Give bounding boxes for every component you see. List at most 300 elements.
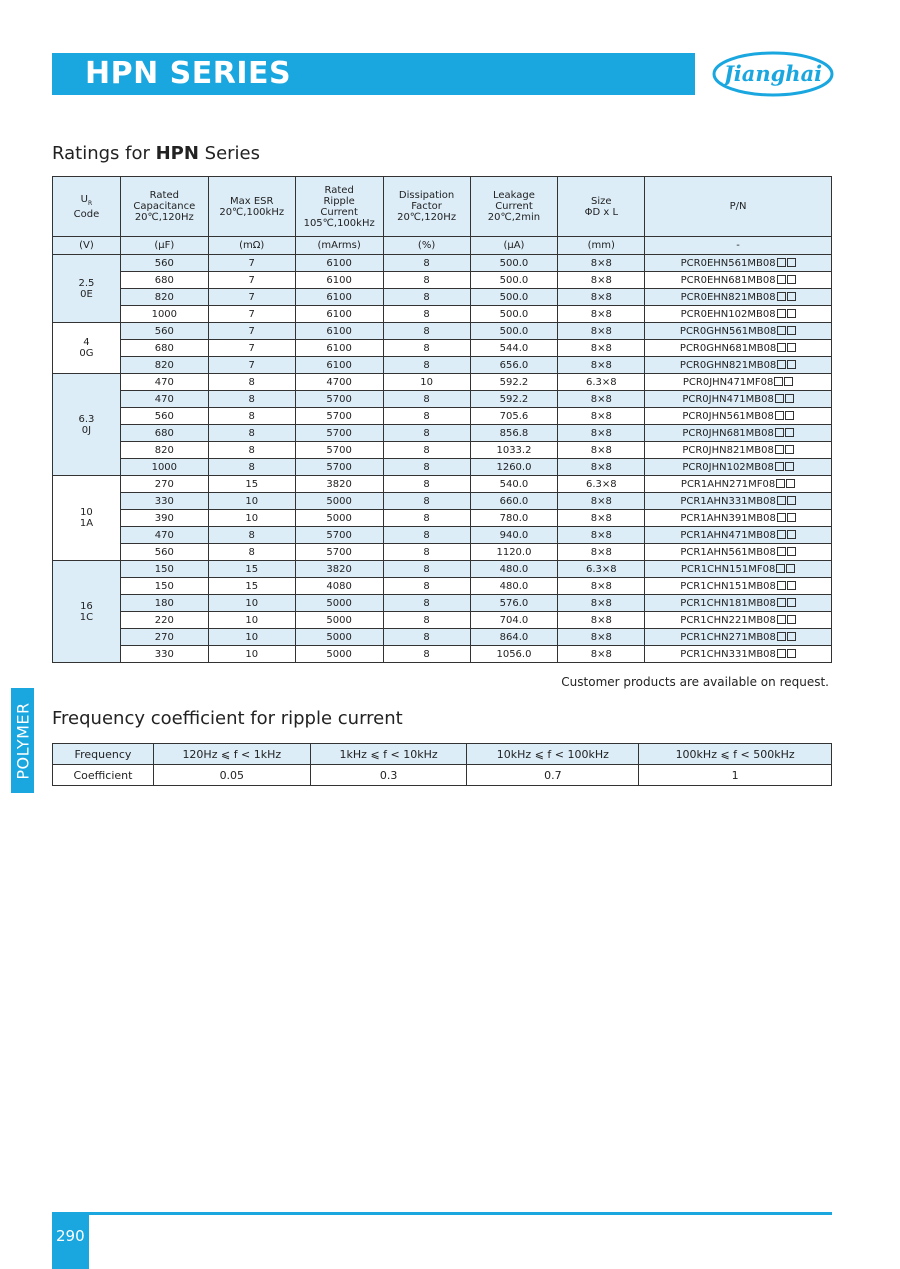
- esr-cell: [208, 323, 295, 340]
- esr-cell: [208, 255, 295, 272]
- header-cap-3: 20℃,120Hz: [134, 212, 194, 223]
- esr-value: 10: [245, 648, 259, 660]
- size-cell: [558, 442, 645, 459]
- table-row: [53, 612, 832, 629]
- header-ripple-1: Rated: [324, 184, 354, 196]
- table-row: [53, 646, 832, 663]
- ratings-title: [52, 143, 260, 164]
- leakage-value: 576.0: [499, 597, 529, 609]
- leakage-value: 856.8: [499, 427, 529, 439]
- size-cell: [558, 340, 645, 357]
- series-title: HPN SERIES: [85, 56, 292, 91]
- size-cell: [558, 629, 645, 646]
- voltage-code: 0J: [81, 424, 92, 436]
- ratings-title-bold: HPN: [155, 143, 199, 164]
- capacitance-cell: [120, 255, 208, 272]
- capacitance-value: 270: [154, 478, 174, 490]
- capacitance-value: 270: [154, 631, 174, 643]
- size-value: 8×8: [590, 393, 612, 405]
- capacitance-cell: [120, 408, 208, 425]
- capacitance-value: 560: [154, 546, 174, 558]
- ripple-value: 6100: [326, 325, 352, 337]
- leakage-cell: [470, 425, 558, 442]
- voltage-code-cell: [53, 561, 121, 663]
- leakage-cell: [470, 510, 558, 527]
- size-value: 8×8: [590, 614, 612, 626]
- capacitance-value: 470: [154, 393, 174, 405]
- ripple-cell: [295, 408, 383, 425]
- placeholder-box-icon: [787, 632, 796, 641]
- placeholder-box-icon: [777, 598, 786, 607]
- capacitance-cell: [120, 459, 208, 476]
- size-cell: [558, 544, 645, 561]
- capacitance-cell: [120, 442, 208, 459]
- leakage-value: 656.0: [499, 359, 529, 371]
- size-cell: [558, 646, 645, 663]
- placeholder-box-icon: [776, 479, 785, 488]
- ripple-value: 3820: [326, 478, 352, 490]
- size-cell: [558, 459, 645, 476]
- leakage-cell: [470, 442, 558, 459]
- table-row: [53, 561, 832, 578]
- capacitance-value: 390: [154, 512, 174, 524]
- dissipation-value: 8: [423, 648, 430, 660]
- table-row: [53, 493, 832, 510]
- ripple-cell: [295, 442, 383, 459]
- capacitance-value: 150: [154, 563, 174, 575]
- size-cell: [558, 357, 645, 374]
- ripple-cell: [295, 357, 383, 374]
- table-row: [53, 425, 832, 442]
- leakage-cell: [470, 357, 558, 374]
- ripple-cell: [295, 306, 383, 323]
- table-row: [53, 391, 832, 408]
- footer-divider: [52, 1212, 832, 1215]
- coefficient-row: [53, 765, 832, 786]
- size-value: 8×8: [590, 631, 612, 643]
- ripple-value: 5000: [326, 648, 352, 660]
- placeholder-box-icon: [787, 615, 796, 624]
- esr-cell: [208, 561, 295, 578]
- frequency-range: 100kHz ⩽ f < 500kHz: [639, 744, 832, 765]
- page-number-box: [52, 1215, 89, 1269]
- size-cell: [558, 391, 645, 408]
- placeholder-box-icon: [787, 326, 796, 335]
- part-number-cell: [645, 391, 832, 408]
- esr-cell: [208, 476, 295, 493]
- size-cell: [558, 425, 645, 442]
- placeholder-box-icon: [787, 309, 796, 318]
- leakage-cell: [470, 629, 558, 646]
- part-number-value: PCR0GHN561MB08: [679, 325, 777, 337]
- esr-value: 7: [248, 308, 255, 320]
- part-number-cell: [645, 323, 832, 340]
- leakage-value: 704.0: [499, 614, 529, 626]
- capacitance-cell: [120, 306, 208, 323]
- capacitance-cell: [120, 357, 208, 374]
- unit-cell: (mArms): [295, 237, 383, 255]
- header-leakage: [470, 177, 558, 237]
- placeholder-box-icon: [784, 377, 793, 386]
- header-size: [558, 177, 645, 237]
- dissipation-cell: [383, 408, 470, 425]
- ripple-cell: [295, 578, 383, 595]
- header-leak-3: 20℃,2min: [487, 212, 541, 223]
- part-number-value: PCR0JHN681MB08: [682, 427, 774, 439]
- leakage-value: 1033.2: [496, 444, 532, 456]
- part-number-value: PCR0EHN681MB08: [680, 274, 776, 286]
- placeholder-box-icon: [787, 292, 796, 301]
- leakage-value: 540.0: [499, 478, 529, 490]
- leakage-value: 780.0: [499, 512, 529, 524]
- leakage-cell: [470, 391, 558, 408]
- ripple-value: 5700: [326, 393, 352, 405]
- size-cell: [558, 527, 645, 544]
- leakage-cell: [470, 595, 558, 612]
- dissipation-cell: [383, 578, 470, 595]
- voltage-code-cell: [53, 374, 121, 476]
- part-number-value: PCR1CHN181MB08: [680, 597, 776, 609]
- leakage-cell: [470, 408, 558, 425]
- capacitance-value: 1000: [151, 461, 178, 473]
- ripple-cell: [295, 425, 383, 442]
- capacitance-value: 330: [154, 495, 174, 507]
- esr-cell: [208, 510, 295, 527]
- dissipation-value: 8: [423, 614, 430, 626]
- esr-value: 8: [248, 546, 255, 558]
- size-cell: [558, 408, 645, 425]
- size-value: 6.3×8: [585, 478, 617, 490]
- ripple-value: 5000: [326, 512, 352, 524]
- esr-value: 10: [245, 597, 259, 609]
- frequency-table: [52, 743, 832, 786]
- table-row: [53, 272, 832, 289]
- esr-cell: [208, 391, 295, 408]
- unit-cell: (μF): [120, 237, 208, 255]
- leakage-cell: [470, 306, 558, 323]
- voltage-code-cell: [53, 255, 121, 323]
- table-row: [53, 340, 832, 357]
- placeholder-box-icon: [786, 564, 795, 573]
- leakage-value: 480.0: [499, 580, 529, 592]
- table-row: [53, 323, 832, 340]
- size-value: 8×8: [590, 257, 612, 269]
- esr-value: 8: [248, 393, 255, 405]
- leakage-cell: [470, 374, 558, 391]
- capacitance-value: 820: [154, 444, 174, 456]
- dissipation-value: 8: [423, 325, 430, 337]
- size-cell: [558, 272, 645, 289]
- header-ripple-2: Ripple: [323, 195, 355, 207]
- coefficient-value: 0.05: [153, 765, 310, 786]
- header-code-sub: R: [88, 199, 93, 207]
- ripple-value: 3820: [326, 563, 352, 575]
- dissipation-cell: [383, 340, 470, 357]
- placeholder-box-icon: [777, 496, 786, 505]
- capacitance-value: 560: [154, 257, 174, 269]
- size-value: 6.3×8: [585, 376, 617, 388]
- leakage-cell: [470, 527, 558, 544]
- ripple-cell: [295, 255, 383, 272]
- size-cell: [558, 289, 645, 306]
- ripple-value: 6100: [326, 359, 352, 371]
- table-row: [53, 442, 832, 459]
- dissipation-cell: [383, 459, 470, 476]
- ripple-value: 5700: [326, 427, 352, 439]
- dissipation-cell: [383, 323, 470, 340]
- dissipation-value: 8: [423, 427, 430, 439]
- header-esr-1: Max ESR: [229, 195, 274, 207]
- header-df-1: Dissipation Factor: [398, 190, 455, 212]
- size-value: 8×8: [590, 461, 612, 473]
- table-row: [53, 629, 832, 646]
- dissipation-value: 8: [423, 393, 430, 405]
- size-value: 8×8: [590, 410, 612, 422]
- ripple-cell: [295, 612, 383, 629]
- size-cell: [558, 476, 645, 493]
- capacitance-value: 560: [154, 410, 174, 422]
- voltage-code: 1C: [79, 611, 94, 623]
- capacitance-cell: [120, 391, 208, 408]
- part-number-cell: [645, 578, 832, 595]
- part-number-cell: [645, 374, 832, 391]
- size-value: 8×8: [590, 325, 612, 337]
- part-number-value: PCR1CHN151MB08: [680, 580, 776, 592]
- esr-cell: [208, 442, 295, 459]
- part-number-cell: [645, 459, 832, 476]
- header-cap-1: Rated: [149, 190, 179, 201]
- ripple-cell: [295, 510, 383, 527]
- placeholder-box-icon: [777, 360, 786, 369]
- dissipation-cell: [383, 289, 470, 306]
- table-row: [53, 459, 832, 476]
- leakage-value: 660.0: [499, 495, 529, 507]
- part-number-cell: [645, 255, 832, 272]
- table-row: [53, 255, 832, 272]
- placeholder-box-icon: [777, 309, 786, 318]
- part-number-value: PCR1CHN331MB08: [680, 648, 776, 660]
- part-number-cell: [645, 306, 832, 323]
- size-value: 6.3×8: [585, 563, 617, 575]
- dissipation-value: 8: [423, 308, 430, 320]
- table-row: [53, 357, 832, 374]
- placeholder-box-icon: [775, 462, 784, 471]
- ripple-cell: [295, 459, 383, 476]
- size-value: 8×8: [590, 342, 612, 354]
- frequency-title: Frequency coefficient for ripple current: [52, 708, 403, 729]
- header-ripple-4: 105℃,100kHz: [303, 217, 375, 229]
- leakage-value: 480.0: [499, 563, 529, 575]
- header-pn: P/N: [645, 177, 832, 237]
- ripple-value: 5700: [326, 461, 352, 473]
- ratings-title-prefix: Ratings for: [52, 143, 156, 164]
- esr-value: 8: [248, 427, 255, 439]
- esr-value: 8: [248, 461, 255, 473]
- coefficient-value: 0.7: [467, 765, 639, 786]
- capacitance-value: 820: [154, 291, 174, 303]
- size-value: 8×8: [590, 444, 612, 456]
- header-leak-2: Current: [495, 201, 533, 212]
- capacitance-value: 330: [154, 648, 174, 660]
- ripple-value: 6100: [326, 274, 352, 286]
- placeholder-box-icon: [777, 547, 786, 556]
- coefficient-label: Coefficient: [53, 765, 154, 786]
- part-number-cell: [645, 493, 832, 510]
- leakage-cell: [470, 340, 558, 357]
- esr-cell: [208, 595, 295, 612]
- table-row: [53, 544, 832, 561]
- ripple-cell: [295, 374, 383, 391]
- capacitance-value: 680: [154, 342, 174, 354]
- ratings-title-suffix: Series: [198, 143, 261, 164]
- leakage-value: 1056.0: [496, 648, 532, 660]
- size-cell: [558, 510, 645, 527]
- part-number-value: PCR0JHN561MB08: [682, 410, 774, 422]
- leakage-value: 592.2: [499, 376, 529, 388]
- part-number-value: PCR1AHN271MF08: [680, 478, 776, 490]
- leakage-value: 500.0: [499, 325, 529, 337]
- dissipation-value: 8: [423, 512, 430, 524]
- header-code: [53, 177, 121, 237]
- placeholder-box-icon: [787, 275, 796, 284]
- part-number-value: PCR1CHN271MB08: [680, 631, 776, 643]
- placeholder-box-icon: [787, 496, 796, 505]
- size-value: 8×8: [590, 597, 612, 609]
- ripple-value: 5000: [326, 495, 352, 507]
- unit-cell: (V): [53, 237, 121, 255]
- leakage-value: 500.0: [499, 291, 529, 303]
- placeholder-box-icon: [777, 343, 786, 352]
- placeholder-box-icon: [785, 445, 794, 454]
- leakage-value: 940.0: [499, 529, 529, 541]
- placeholder-box-icon: [775, 394, 784, 403]
- coefficient-value: 1: [639, 765, 832, 786]
- esr-cell: [208, 612, 295, 629]
- esr-value: 7: [248, 274, 255, 286]
- ripple-value: 5700: [326, 546, 352, 558]
- table-row: [53, 527, 832, 544]
- frequency-range: 120Hz ⩽ f < 1kHz: [153, 744, 310, 765]
- ripple-cell: [295, 476, 383, 493]
- capacitance-cell: [120, 544, 208, 561]
- placeholder-box-icon: [787, 581, 796, 590]
- capacitance-cell: [120, 374, 208, 391]
- capacitance-cell: [120, 323, 208, 340]
- dissipation-value: 8: [423, 257, 430, 269]
- size-value: 8×8: [590, 427, 612, 439]
- esr-cell: [208, 646, 295, 663]
- esr-cell: [208, 578, 295, 595]
- header-leak-1: Leakage: [493, 190, 535, 201]
- capacitance-value: 150: [154, 580, 174, 592]
- dissipation-value: 10: [420, 376, 433, 388]
- capacitance-value: 680: [154, 427, 174, 439]
- ratings-units-row: [53, 237, 832, 255]
- part-number-value: PCR1AHN331MB08: [680, 495, 776, 507]
- esr-cell: [208, 544, 295, 561]
- part-number-cell: [645, 527, 832, 544]
- header-ripple: [295, 177, 383, 237]
- capacitance-value: 180: [154, 597, 174, 609]
- frequency-row: [53, 744, 832, 765]
- dissipation-value: 8: [423, 461, 430, 473]
- dissipation-cell: [383, 493, 470, 510]
- dissipation-value: 8: [423, 410, 430, 422]
- dissipation-cell: [383, 544, 470, 561]
- placeholder-box-icon: [777, 275, 786, 284]
- header-ripple-3: Current: [320, 206, 358, 218]
- esr-cell: [208, 493, 295, 510]
- ripple-value: 4080: [326, 580, 352, 592]
- leakage-value: 705.6: [499, 410, 529, 422]
- esr-cell: [208, 629, 295, 646]
- frequency-range: 10kHz ⩽ f < 100kHz: [467, 744, 639, 765]
- dissipation-value: 8: [423, 274, 430, 286]
- dissipation-cell: [383, 255, 470, 272]
- voltage-code: 0G: [79, 348, 94, 359]
- placeholder-box-icon: [777, 530, 786, 539]
- esr-value: 10: [245, 495, 259, 507]
- placeholder-box-icon: [787, 343, 796, 352]
- table-row: [53, 595, 832, 612]
- leakage-cell: [470, 272, 558, 289]
- dissipation-cell: [383, 527, 470, 544]
- unit-cell: (μA): [470, 237, 558, 255]
- dissipation-value: 8: [423, 444, 430, 456]
- dissipation-cell: [383, 629, 470, 646]
- size-value: 8×8: [590, 580, 612, 592]
- size-value: 8×8: [590, 308, 612, 320]
- part-number-value: PCR0GHN821MB08: [679, 359, 777, 371]
- part-number-value: PCR1AHN471MB08: [680, 529, 776, 541]
- esr-value: 15: [245, 580, 259, 592]
- part-number-cell: [645, 408, 832, 425]
- part-number-value: PCR0EHN821MB08: [680, 291, 776, 303]
- ratings-header-row: [53, 177, 832, 237]
- voltage-code: 1A: [79, 518, 94, 529]
- placeholder-box-icon: [787, 258, 796, 267]
- size-value: 8×8: [590, 529, 612, 541]
- size-value: 8×8: [590, 274, 612, 286]
- voltage-value: 10: [80, 507, 93, 518]
- table-row: [53, 408, 832, 425]
- size-value: 8×8: [590, 495, 612, 507]
- capacitance-cell: [120, 629, 208, 646]
- esr-value: 8: [248, 376, 255, 388]
- ripple-value: 5000: [326, 614, 352, 626]
- part-number-cell: [645, 595, 832, 612]
- part-number-cell: [645, 272, 832, 289]
- size-value: 8×8: [590, 512, 612, 524]
- esr-value: 7: [248, 257, 255, 269]
- placeholder-box-icon: [777, 513, 786, 522]
- esr-value: 10: [245, 614, 259, 626]
- capacitance-cell: [120, 340, 208, 357]
- leakage-value: 864.0: [499, 631, 529, 643]
- header-cap-2: Capacitance: [133, 201, 196, 212]
- ripple-value: 5000: [326, 597, 352, 609]
- placeholder-box-icon: [787, 360, 796, 369]
- placeholder-box-icon: [787, 530, 796, 539]
- header-size-2: ΦD x L: [584, 206, 619, 218]
- part-number-value: PCR0EHN561MB08: [680, 257, 776, 269]
- capacitance-cell: [120, 612, 208, 629]
- dissipation-cell: [383, 612, 470, 629]
- logo-text: Jianghai: [723, 61, 823, 86]
- leakage-cell: [470, 323, 558, 340]
- dissipation-value: 8: [423, 478, 430, 490]
- dissipation-cell: [383, 425, 470, 442]
